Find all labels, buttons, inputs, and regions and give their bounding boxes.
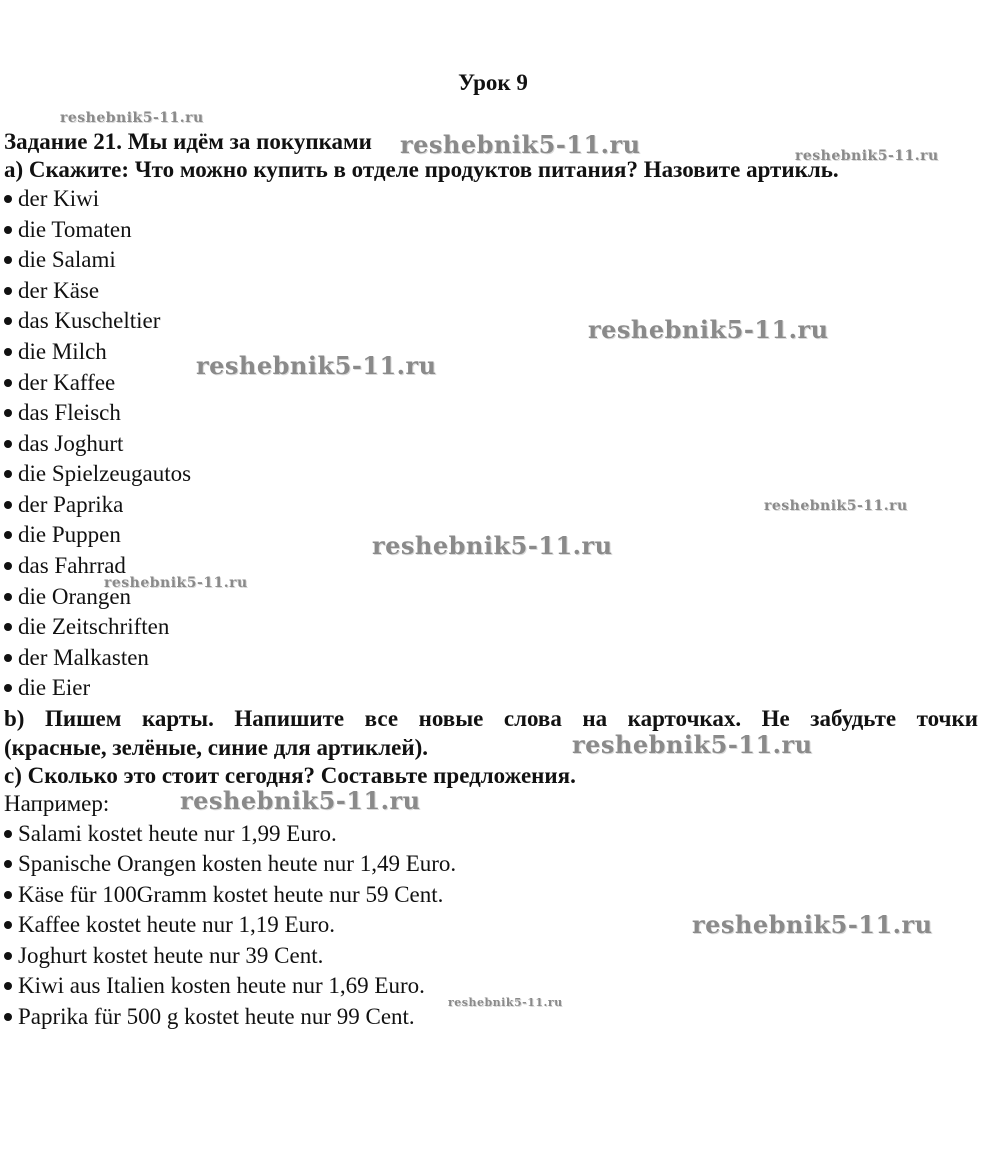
list-item: die Spielzeugautos	[4, 459, 191, 489]
list-item: Paprika für 500 g kostet heute nur 99 Cent.	[4, 1002, 415, 1032]
list-item: das Fahrrad	[4, 551, 126, 581]
example-label: Например:	[4, 791, 110, 816]
list-item: der Paprika	[4, 490, 123, 520]
task-title: Задание 21. Мы идём за покупками	[4, 129, 372, 154]
list-item: die Tomaten	[4, 215, 132, 245]
bullet-icon	[4, 684, 12, 692]
bullet-icon	[4, 921, 12, 929]
watermark: reshebnik5-11.ru	[180, 786, 421, 815]
list-item: die Eier	[4, 673, 90, 703]
bullet-icon	[4, 891, 12, 899]
watermark: reshebnik5-11.ru	[372, 531, 613, 560]
watermark: reshebnik5-11.ru	[588, 315, 829, 344]
bullet-icon	[4, 982, 12, 990]
list-item: Spanische Orangen kosten heute nur 1,49 Euro.	[4, 849, 456, 879]
list-item: der Kiwi	[4, 184, 99, 214]
bullet-icon	[4, 440, 12, 448]
watermark: reshebnik5-11.ru	[104, 575, 248, 591]
watermark: reshebnik5-11.ru	[764, 498, 908, 514]
list-item: Käse für 100Gramm kostet heute nur 59 Cent.	[4, 880, 443, 910]
list-item: Joghurt kostet heute nur 39 Cent.	[4, 941, 323, 971]
bullet-icon	[4, 830, 12, 838]
watermark: reshebnik5-11.ru	[448, 996, 563, 1009]
bullet-icon	[4, 317, 12, 325]
bullet-icon	[4, 623, 12, 631]
list-item: die Salami	[4, 245, 116, 275]
list-item: der Käse	[4, 276, 99, 306]
list-item: das Kuscheltier	[4, 306, 160, 336]
list-item: die Orangen	[4, 582, 131, 612]
list-item: die Milch	[4, 337, 107, 367]
bullet-icon	[4, 1013, 12, 1021]
watermark: reshebnik5-11.ru	[60, 110, 204, 126]
bullet-icon	[4, 654, 12, 662]
list-item: die Puppen	[4, 520, 121, 550]
watermark: reshebnik5-11.ru	[795, 148, 939, 164]
bullet-icon	[4, 287, 12, 295]
watermark: reshebnik5-11.ru	[400, 130, 641, 159]
bullet-icon	[4, 860, 12, 868]
list-item: der Malkasten	[4, 643, 149, 673]
list-item: der Kaffee	[4, 368, 115, 398]
bullet-icon	[4, 562, 12, 570]
bullet-icon	[4, 952, 12, 960]
part-c-instruction: с) Сколько это стоит сегодня? Составьте предложения.	[4, 763, 576, 788]
bullet-icon	[4, 226, 12, 234]
part-b-instruction-line1: b) Пишем карты. Напишите все новые слова на карточках. Не забудьте точки	[4, 706, 978, 731]
bullet-icon	[4, 195, 12, 203]
part-a-instruction: а) Скажите: Что можно купить в отделе продуктов питания? Назовите артикль.	[4, 157, 839, 182]
list-item: Kaffee kostet heute nur 1,19 Euro.	[4, 910, 335, 940]
list-item: die Zeitschriften	[4, 612, 169, 642]
watermark: reshebnik5-11.ru	[196, 351, 437, 380]
bullet-icon	[4, 593, 12, 601]
bullet-icon	[4, 501, 12, 509]
bullet-icon	[4, 348, 12, 356]
list-item: Kiwi aus Italien kosten heute nur 1,69 Euro.	[4, 971, 425, 1001]
bullet-icon	[4, 531, 12, 539]
watermark: reshebnik5-11.ru	[692, 910, 933, 939]
bullet-icon	[4, 409, 12, 417]
part-b-instruction-line2: (красные, зелёные, синие для артиклей).	[4, 735, 429, 760]
list-item: das Fleisch	[4, 398, 121, 428]
list-item: Salami kostet heute nur 1,99 Euro.	[4, 819, 337, 849]
bullet-icon	[4, 470, 12, 478]
watermark: reshebnik5-11.ru	[572, 730, 813, 759]
list-item: das Joghurt	[4, 429, 123, 459]
bullet-icon	[4, 256, 12, 264]
lesson-title: Урок 9	[458, 70, 528, 95]
bullet-icon	[4, 379, 12, 387]
